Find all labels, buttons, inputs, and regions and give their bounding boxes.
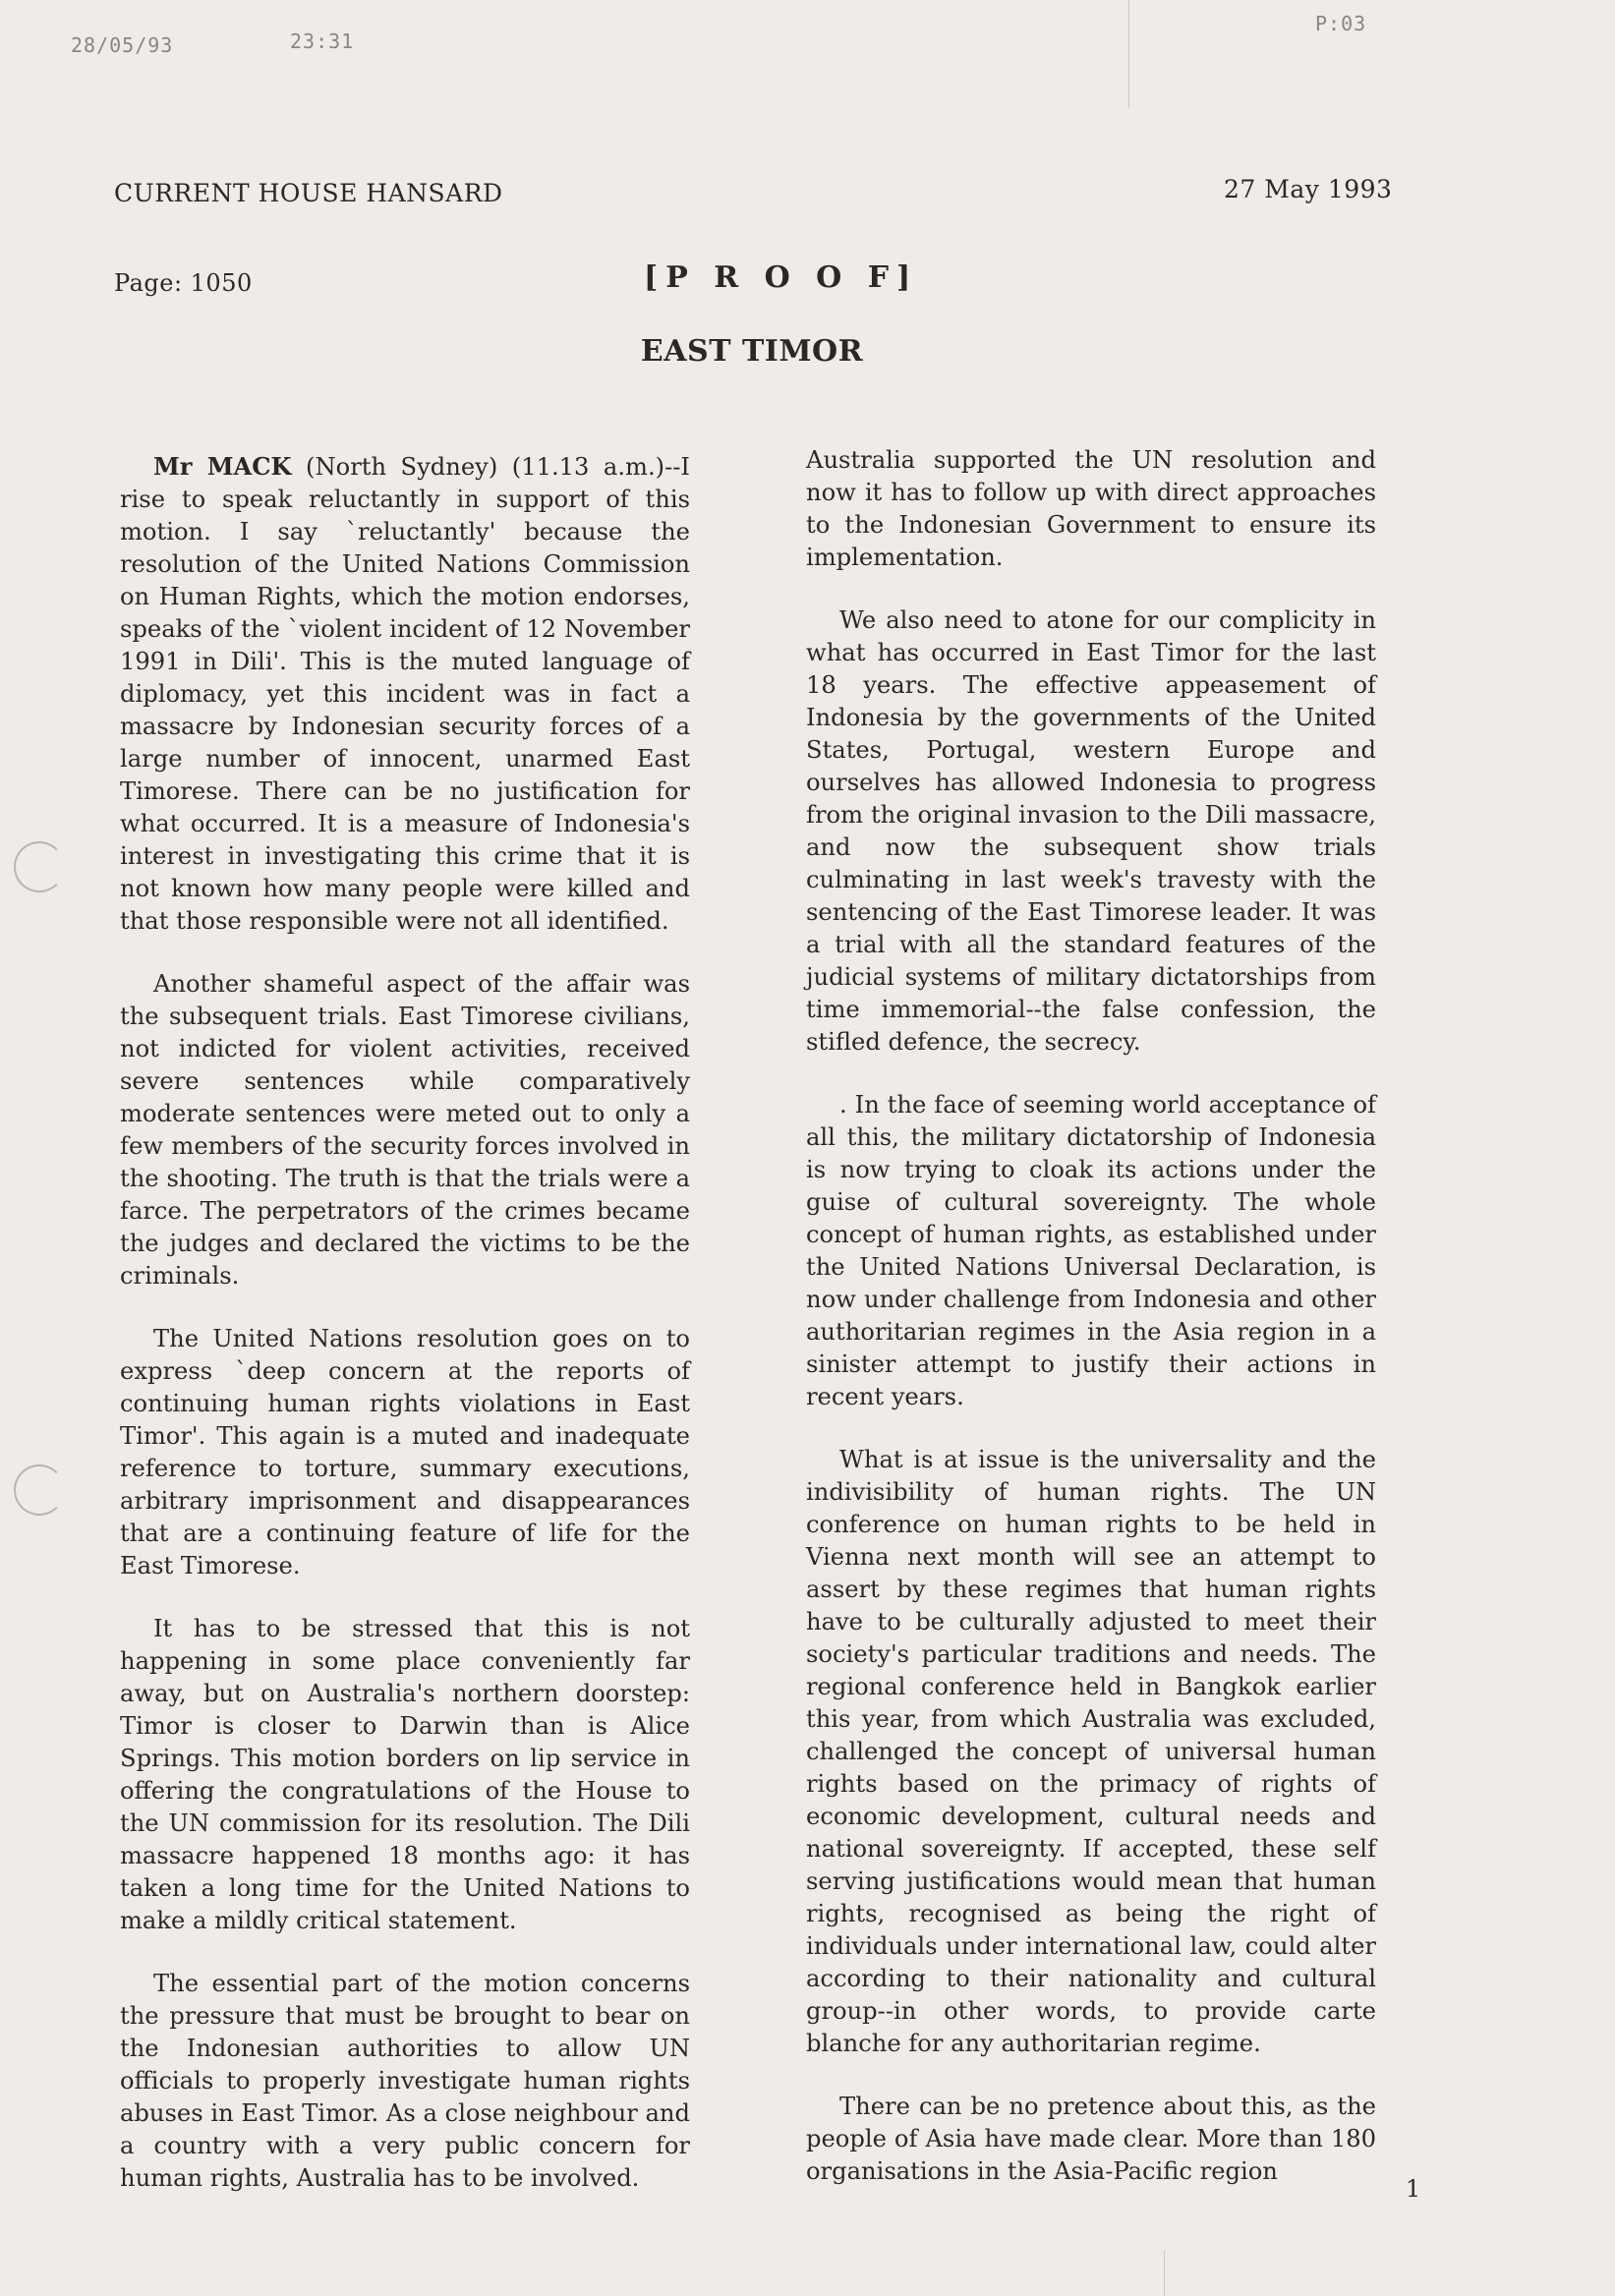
paragraph: . In the face of seeming world acceptance of all this, the military dictatorship of Indonesia is now trying to cloak its actions under the guise of cultural sovereignty. The whole concept of human rights, as established under the United Nations Universal Declaration, is now under challenge from Indonesia and other authoritarian regimes in the Asia region in a sinister attempt to justify their actions in recent years.	[806, 1091, 1376, 1410]
punch-hole-mark	[14, 841, 65, 892]
fold-line	[1128, 0, 1129, 108]
fold-line-bottom	[1164, 2251, 1165, 2296]
paragraph: Australia supported the UN resolution and now it has to follow up with direct approaches to the Indonesian Government to ensure its implementation.	[806, 446, 1376, 571]
proof-label: [P R O O F]	[644, 260, 919, 295]
page-number: 1	[1406, 2175, 1421, 2203]
speaker-name: Mr MACK	[153, 452, 292, 481]
paragraph: What is at issue is the universality and the indivisibility of human rights. The UN conference on human rights to be held in Vienna next month will see an attempt to assert by these regimes that human rights have to be culturally adjusted to meet their society's particular traditions and needs. The regional conference held in Bangkok earlier this year, from which Australia was excluded, challenged the concept of universal human rights based on the primacy of rights of economic development, cultural needs and national sovereignty. If accepted, these self serving justifications would mean that human rights, recognised as being the right of individuals under international law, could alter according to their nationality and cultural group--in other words, to provide carte blanche for any authoritarian regime.	[806, 1446, 1376, 2057]
paragraph: It has to be stressed that this is not happening in some place conveniently far away, but on Australia's northern doorstep: Timor is closer to Darwin than is Alice Springs. This motion borders on lip service in offering the congratulations of the House to the UN commission for its resolution. The Dili massacre happened 18 months ago: it has taken a long time for the United Nations to make a mildly critical statement.	[120, 1615, 690, 1934]
fax-page: P:03	[1315, 12, 1367, 35]
fax-date: 28/05/93	[71, 33, 174, 57]
paragraph: We also need to atone for our complicity in what has occurred in East Timor for the last 18 years. The effective appeasement of Indonesia by the governments of the United States, Portugal, western Europe and ourselves has allowed Indonesia to progress from the original invasion to the Dili massacre, and now the subsequent show trials culminating in last week's travesty with the sentencing of the East Timorese leader. It was a trial with all the standard features of the judicial systems of military dictatorships from time immemorial--the false confession, the stifled defence, the secrecy.	[806, 606, 1376, 1056]
paragraph: Another shameful aspect of the affair was the subsequent trials. East Timorese civilians, not indicted for violent activities, received severe sentences while comparatively moderate sentences were meted out to only a few members of the security forces involved in the shooting. The truth is that the trials were a farce. The perpetrators of the crimes became the judges and declared the victims to be the criminals.	[120, 970, 690, 1290]
paragraph	[120, 450, 690, 938]
fax-time: 23:31	[290, 29, 355, 53]
paragraph-text: (North Sydney) (11.13 a.m.)--I rise to speak reluctantly in support of this motion. I say `reluctantly' because the resolution of the United Nations Commission on Human Rights, which the motion endorses, speaks of the `violent incident of 12 November 1991 in Dili'. This is the muted language of diplomacy, yet this incident was in fact a massacre by Indonesian security forces of a large number of innocent, unarmed East Timorese. There can be no justification for what occurred. It is a measure of Indonesia's interest in investigating this crime that it is not known how many people were killed and that those responsible were not all identified.	[120, 453, 690, 935]
paragraph: The United Nations resolution goes on to express `deep concern at the reports of continuing human rights violations in East Timor'. This again is a muted and inadequate reference to torture, summary executions, arbitrary imprisonment and disappearances that are a continuing feature of life for the East Timorese.	[120, 1325, 690, 1579]
publication-title: CURRENT HOUSE HANSARD	[114, 179, 503, 207]
paragraph: There can be no pretence about this, as the people of Asia have made clear. More than 180 organisations in the Asia-Pacific region	[806, 2093, 1376, 2185]
paragraph: The essential part of the motion concerns the pressure that must be brought to bear on the Indonesian authorities to allow UN officials to properly investigate human rights abuses in East Timor. As a close neighbour and a country with a very public concern for human rights, Australia has to be involved.	[120, 1970, 690, 2192]
section-heading: EAST TIMOR	[640, 334, 864, 369]
right-column	[806, 444, 1376, 2218]
publication-date: 27 May 1993	[1224, 175, 1393, 203]
page-label: Page: 1050	[114, 269, 253, 297]
punch-hole-mark	[14, 1464, 65, 1516]
left-column	[120, 450, 690, 2225]
